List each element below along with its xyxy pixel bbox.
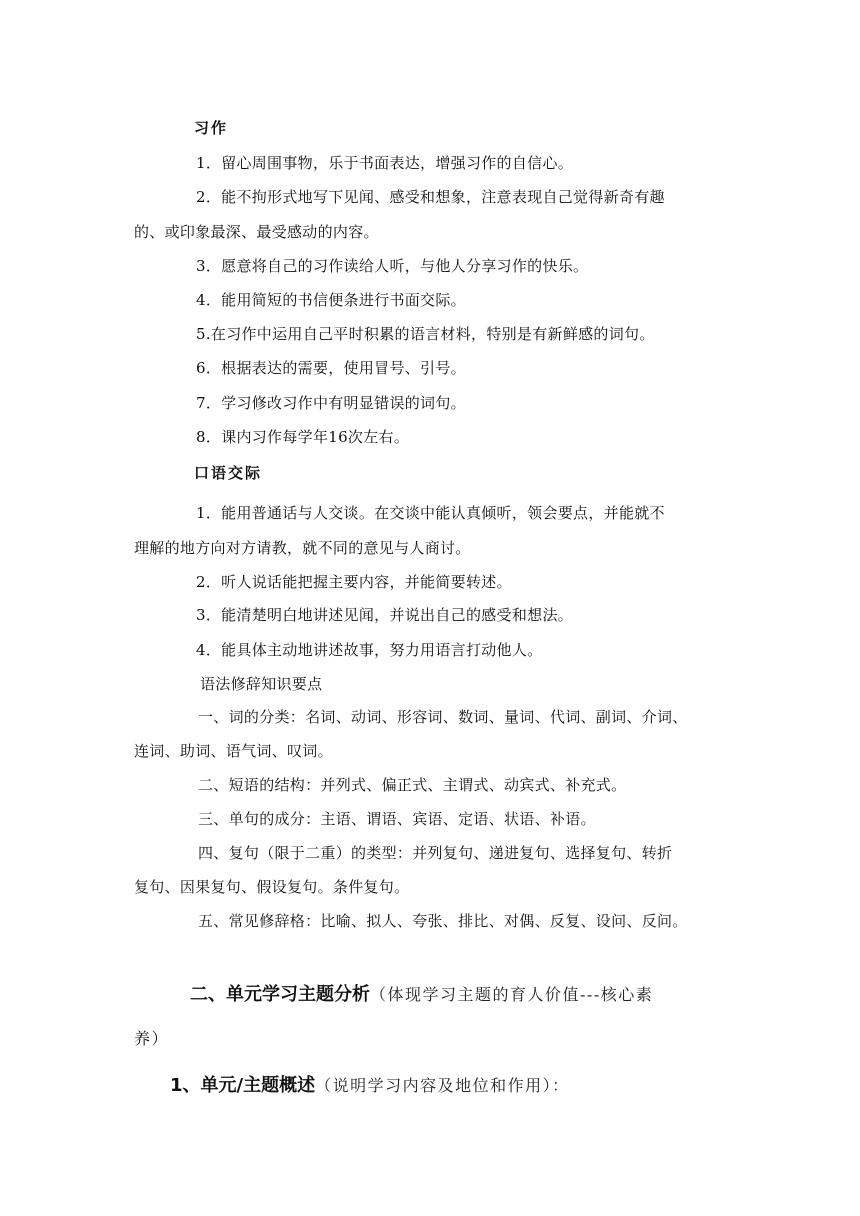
oral-item-3: 3．能清楚明白地讲述见闻，并说出自己的感受和想法。	[196, 606, 574, 624]
grammar-item-1: 一、词的分类：名词、动词、形容词、数词、量词、代词、副词、介词、	[198, 708, 688, 726]
grammar-item-1-cont: 连词、助词、语气词、叹词。	[134, 742, 333, 760]
writing-item-8: 8．课内习作每学年16次左右。	[196, 428, 410, 446]
grammar-item-5: 五、常见修辞格：比喻、拟人、夸张、排比、对偶、反复、设问、反问。	[198, 912, 688, 930]
writing-item-4: 4．能用简短的书信便条进行书面交际。	[196, 291, 466, 309]
writing-item-5: 5.在习作中运用自己平时积累的语言材料，特别是有新鲜感的词句。	[196, 325, 655, 343]
subsection-1-note: （说明学习内容及地位和作用）：	[315, 1076, 570, 1095]
grammar-item-4: 四、复句（限于二重）的类型：并列复句、递进复句、选择复句、转折	[198, 844, 673, 862]
writing-item-3: 3．愿意将自己的习作读给人听，与他人分享习作的快乐。	[196, 257, 589, 275]
subsection-1-heading: 1、单元/主题概述	[170, 1075, 316, 1096]
writing-item-7: 7．学习修改习作中有明显错误的词句。	[196, 394, 466, 412]
writing-item-6: 6．根据表达的需要，使用冒号、引号。	[196, 359, 466, 377]
section-2-note: （体现学习主题的育人价值---核心素	[370, 985, 654, 1004]
grammar-item-3: 三、单句的成分：主语、谓语、宾语、定语、状语、补语。	[198, 810, 596, 828]
writing-heading: 习作	[194, 119, 229, 137]
oral-item-1-cont: 理解的地方向对方请教，就不同的意见与人商讨。	[134, 539, 471, 557]
grammar-item-4-cont: 复句、因果复句、假设复句。条件复句。	[134, 878, 410, 896]
writing-item-1: 1．留心周围事物，乐于书面表达，增强习作的自信心。	[196, 154, 574, 172]
grammar-heading: 语法修辞知识要点	[200, 675, 323, 693]
section-2-heading-line	[190, 982, 653, 1008]
oral-item-2: 2．听人说话能把握主要内容，并能简要转述。	[196, 573, 512, 591]
grammar-item-2: 二、短语的结构：并列式、偏正式、主谓式、动宾式、补充式。	[198, 776, 627, 794]
writing-item-2: 2．能不拘形式地写下见闻、感受和想象，注意表现自己觉得新奇有趣	[196, 188, 665, 206]
writing-item-2-cont: 的、或印象最深、最受感动的内容。	[134, 223, 379, 241]
oral-item-4: 4．能具体主动地讲述故事，努力用语言打动他人。	[196, 641, 543, 659]
section-2-note-cont: 养）	[134, 1029, 170, 1048]
section-2-heading: 二、单元学习主题分析	[190, 984, 370, 1005]
subsection-1-heading-line	[170, 1073, 570, 1099]
oral-item-1: 1．能用普通话与人交谈。在交谈中能认真倾听，领会要点，并能就不	[196, 504, 665, 522]
oral-heading: 口语交际	[194, 464, 263, 482]
